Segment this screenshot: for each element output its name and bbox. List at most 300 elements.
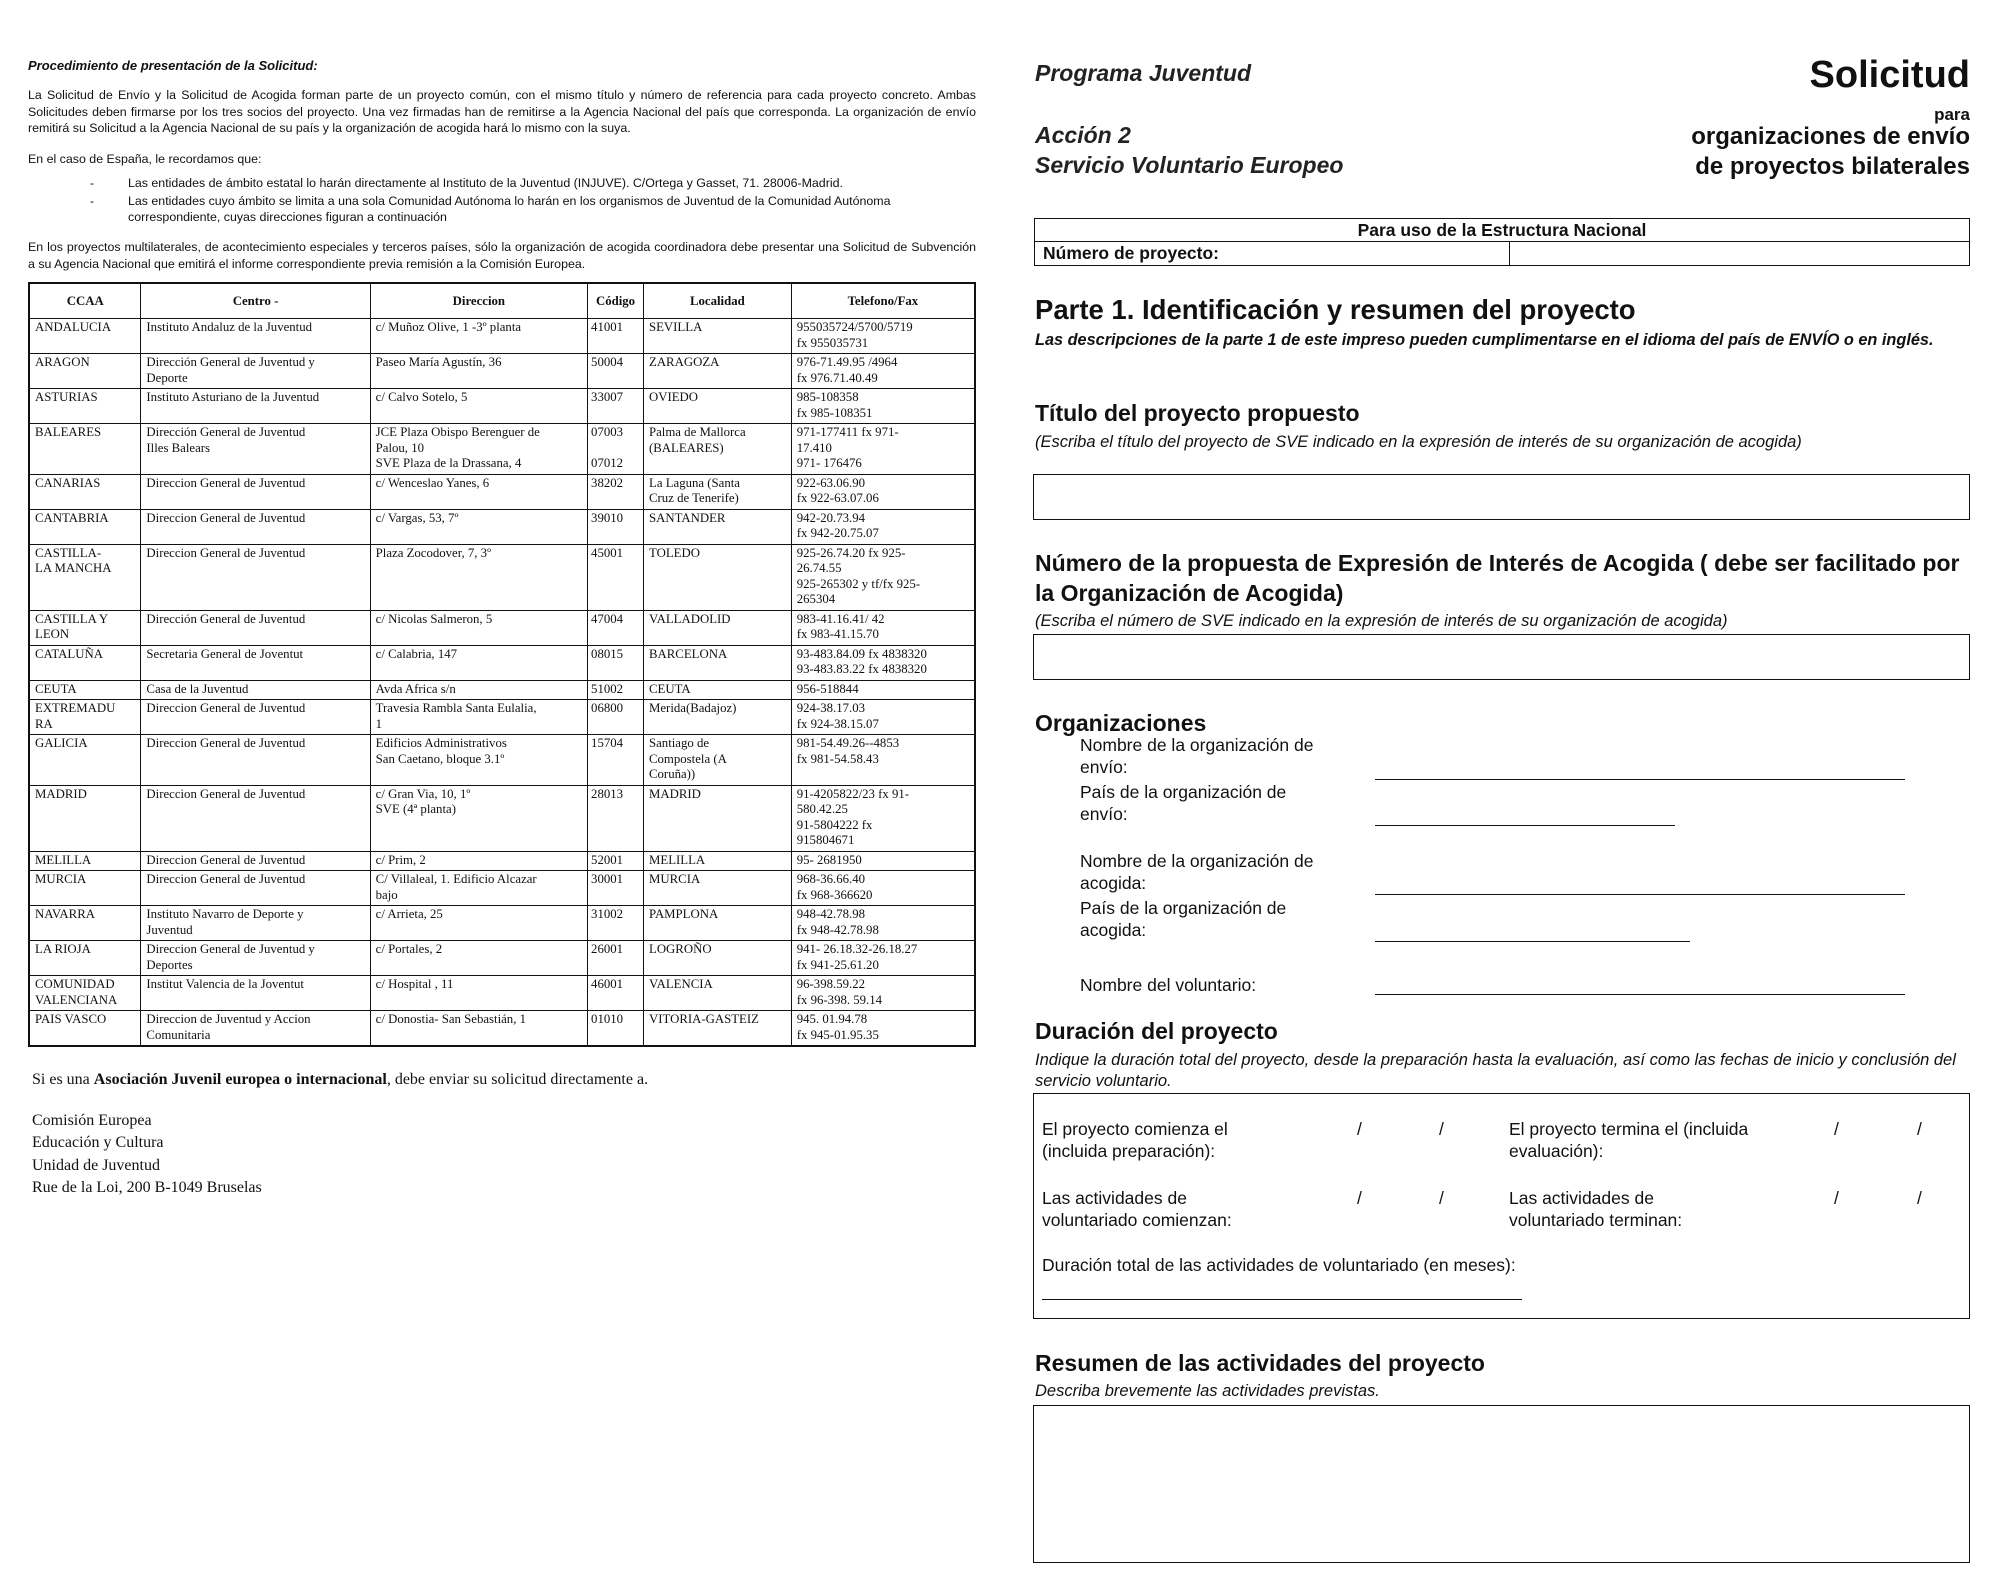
- cell-line: fx 942-20.75.07: [796, 526, 879, 540]
- table-cell: [370, 474, 587, 509]
- cell-line: VALENCIA: [649, 977, 713, 991]
- cell-line: 1: [375, 716, 383, 731]
- duracion-note: Indique la duración total del proyecto, desde la preparación hasta la evaluación, así como las fechas de inicio y conclusión del servicio voluntario.: [1035, 1051, 1956, 1090]
- cell-line: Coruña)): [649, 767, 696, 781]
- cell-line: 50004: [591, 355, 624, 369]
- table-row: [29, 735, 975, 786]
- cell-line: fx 955035731: [796, 335, 869, 350]
- cell-line: Direccion General de Juventud: [146, 786, 306, 801]
- table-cell: [791, 976, 975, 1011]
- table-cell: [370, 851, 587, 871]
- association-note-bold: Asociación Juvenil europea o internacional: [93, 1071, 387, 1088]
- table-cell: [141, 906, 370, 941]
- table-cell: [588, 389, 644, 424]
- table-cell: [29, 871, 141, 906]
- table-cell: [791, 610, 975, 645]
- cell-line: fx 941-25.61.20: [796, 957, 879, 972]
- cell-line: 52001: [591, 852, 624, 867]
- column-header: Centro -: [141, 283, 370, 319]
- cell-line: Dirección General de Juventud y: [146, 355, 315, 369]
- table-row: [29, 976, 975, 1011]
- table-cell: [588, 509, 644, 544]
- table-row: [29, 1011, 975, 1047]
- table-cell: [588, 424, 644, 475]
- table-cell: [644, 700, 792, 735]
- cell-line: San Caetano, bloque 3.1º: [375, 751, 505, 766]
- cell-line: Direccion General de Juventud: [146, 736, 306, 750]
- cell-line: 580.42.25: [796, 802, 848, 816]
- cell-line: 93-483.84.09 fx 4838320: [796, 646, 927, 661]
- cell-line: 01010: [591, 1012, 624, 1026]
- cell-line: 08015: [591, 646, 624, 661]
- table-cell: [644, 544, 792, 610]
- table-header-row: [29, 283, 975, 319]
- cell-line: c/ Wenceslao Yanes, 6: [375, 475, 490, 490]
- volunteer-name-input[interactable]: [1375, 994, 1905, 995]
- table-cell: [588, 319, 644, 354]
- table-cell: [141, 319, 370, 354]
- table-cell: [29, 544, 141, 610]
- cell-line: 971- 176476: [796, 456, 862, 470]
- cell-line: fx 981-54.58.43: [796, 751, 879, 766]
- cell-line: Palou, 10: [375, 440, 425, 455]
- table-cell: [791, 474, 975, 509]
- table-cell: [370, 735, 587, 786]
- cell-line: ARAGON: [35, 355, 90, 369]
- cell-line: JCE Plaza Obispo Berenguer de: [375, 425, 540, 439]
- table-cell: [791, 1011, 975, 1047]
- cell-line: CANARIAS: [35, 475, 101, 490]
- table-cell: [588, 785, 644, 851]
- titulo-input[interactable]: [1033, 474, 1970, 520]
- volunteer-name-label: Nombre del voluntario:: [1080, 975, 1257, 995]
- cell-line: Deportes: [146, 957, 193, 972]
- termina-label: El proyecto termina el (incluida evaluación):: [1509, 1119, 1749, 1161]
- cell-line: Secretaria General de Joventut: [146, 646, 304, 661]
- table-cell: [29, 1011, 141, 1047]
- cell-line: Deporte: [146, 370, 188, 385]
- table-cell: [141, 941, 370, 976]
- organizaciones-heading: Organizaciones: [1035, 710, 1207, 736]
- parte1-title: Parte 1. Identificación y resumen del proyecto: [1035, 294, 1636, 325]
- table-cell: [141, 610, 370, 645]
- cell-line: La Laguna (Santa: [649, 475, 740, 490]
- date-slash: /: [1917, 1188, 1922, 1208]
- table-row: [29, 319, 975, 354]
- table-cell: [588, 871, 644, 906]
- cell-line: Instituto Asturiano de la Juventud: [146, 390, 320, 404]
- commission-address: [32, 1110, 976, 1200]
- cell-line: MELILLA: [35, 852, 92, 867]
- cell-line: PAMPLONA: [649, 907, 719, 921]
- table-cell: [791, 424, 975, 475]
- cell-line: (BALEARES): [649, 440, 724, 455]
- duracion-heading: Duración del proyecto: [1035, 1018, 1278, 1044]
- table-cell: [644, 354, 792, 389]
- programa-label: Programa Juventud: [1035, 60, 1251, 86]
- cell-line: ANDALUCIA: [35, 320, 112, 334]
- table-row: [29, 680, 975, 700]
- table-cell: [588, 354, 644, 389]
- table-cell: [370, 680, 587, 700]
- bullet-item: - Las entidades de ámbito estatal lo harán directamente al Instituto de la Juventud (INJUVE). C/Ortega y Gasset, 71. 28006-Madrid.: [28, 175, 976, 191]
- cell-line: Compostela (A: [649, 751, 727, 766]
- cell-line: ASTURIAS: [35, 390, 98, 404]
- association-note-post: , debe enviar su solicitud directamente a.: [386, 1071, 649, 1088]
- table-cell: [791, 871, 975, 906]
- cell-line: c/ Portales, 2: [375, 942, 443, 956]
- table-cell: [588, 610, 644, 645]
- cell-line: Direccion General de Juventud: [146, 475, 306, 490]
- table-cell: [29, 474, 141, 509]
- cell-line: 28013: [591, 786, 624, 801]
- cell-line: VITORIA-GASTEIZ: [649, 1012, 759, 1026]
- cell-line: LEON: [35, 627, 70, 641]
- cell-line: MURCIA: [649, 872, 701, 886]
- table-cell: [588, 700, 644, 735]
- cell-line: 30001: [591, 872, 624, 886]
- table-cell: [644, 610, 792, 645]
- table-cell: [141, 474, 370, 509]
- table-cell: [644, 424, 792, 475]
- numero-heading: Número de la propuesta de Expresión de Interés de Acogida ( debe ser facilitado por la Organización de Acogida): [1035, 550, 1960, 606]
- cell-line: c/ Donostia- San Sebastián, 1: [375, 1012, 526, 1026]
- cell-line: 31002: [591, 907, 624, 921]
- table-cell: [29, 906, 141, 941]
- project-number-label: Número de proyecto:: [1035, 242, 1510, 265]
- table-cell: [141, 424, 370, 475]
- table-row: [29, 424, 975, 475]
- table-cell: [644, 389, 792, 424]
- cell-line: 96-398.59.22: [796, 977, 865, 991]
- cell-line: 976-71.49.95 /4964: [796, 355, 898, 369]
- cell-line: GALICIA: [35, 736, 88, 750]
- cell-line: c/ Hospital , 11: [375, 977, 454, 991]
- cell-line: ZARAGOZA: [649, 355, 720, 369]
- cell-line: Merida(Badajoz): [649, 701, 737, 715]
- cell-line: Direccion General de Juventud: [146, 545, 306, 560]
- cell-line: 17.410: [796, 440, 832, 455]
- table-cell: [791, 389, 975, 424]
- address-line: Rue de la Loi, 200 B-1049 Bruselas: [32, 1179, 262, 1196]
- table-cell: [29, 851, 141, 871]
- resumen-input[interactable]: [1033, 1405, 1970, 1563]
- table-cell: [141, 735, 370, 786]
- cell-line: PAIS VASCO: [35, 1012, 107, 1026]
- cell-line: fx 985-108351: [796, 405, 873, 420]
- table-row: [29, 785, 975, 851]
- table-cell: [141, 871, 370, 906]
- table-cell: [588, 976, 644, 1011]
- cell-line: fx 945-01.95.35: [796, 1027, 879, 1042]
- cell-line: 07003: [591, 425, 624, 439]
- date-slash: /: [1357, 1119, 1362, 1139]
- cell-line: 26.74.55: [796, 561, 842, 575]
- cell-line: 15704: [591, 736, 624, 750]
- cell-line: Avda Africa s/n: [375, 681, 456, 696]
- cell-line: Instituto Andaluz de la Juventud: [146, 320, 313, 334]
- duracion-box: [1033, 1093, 1970, 1319]
- cell-line: 39010: [591, 510, 624, 525]
- cell-line: fx 922-63.07.06: [796, 491, 879, 505]
- cell-line: fx 968-366620: [796, 887, 873, 902]
- cell-line: c/ Prim, 2: [375, 852, 426, 867]
- table-cell: [370, 906, 587, 941]
- bullet-item: - Las entidades cuyo ámbito se limita a una sola Comunidad Autónoma lo harán en los organismos de Juventud de la Comunidad Autónoma correspondiente, cuyas direcciones figuran a continuación: [28, 193, 976, 225]
- table-row: [29, 941, 975, 976]
- address-line: Educación y Cultura: [32, 1134, 164, 1151]
- cell-line: 968-36.66.40: [796, 872, 865, 886]
- table-cell: [141, 645, 370, 680]
- table-cell: [588, 544, 644, 610]
- cell-line: c/ Calabria, 147: [375, 646, 458, 661]
- table-cell: [644, 680, 792, 700]
- procedure-bullets: [28, 175, 976, 225]
- cell-line: fx 983-41.15.70: [796, 627, 879, 641]
- cell-line: Paseo María Agustín, 36: [375, 355, 502, 369]
- cell-line: SVE Plaza de la Drassana, 4: [375, 456, 522, 470]
- cell-line: CASTILLA-: [35, 545, 102, 560]
- column-header: Telefono/Fax: [791, 283, 975, 319]
- table-cell: [141, 785, 370, 851]
- cell-line: CANTABRIA: [35, 510, 109, 525]
- table-cell: [370, 941, 587, 976]
- table-cell: [141, 544, 370, 610]
- cell-line: fx 948-42.78.98: [796, 922, 879, 937]
- cell-line: 925-26.74.20 fx 925-: [796, 545, 906, 560]
- cell-line: Direccion General de Juventud y: [146, 942, 315, 956]
- table-cell: [644, 735, 792, 786]
- table-row: [29, 354, 975, 389]
- accion-label: Acción 2: [1035, 122, 1131, 148]
- table-cell: [588, 1011, 644, 1047]
- column-header: CCAA: [29, 283, 141, 319]
- parte1-note: Las descripciones de la parte 1 de este impreso pueden cumplimentarse en el idioma del país de ENVÍO o en inglés.: [1035, 331, 1934, 349]
- cell-line: RA: [35, 716, 53, 731]
- table-cell: [644, 906, 792, 941]
- cell-line: NAVARRA: [35, 907, 95, 921]
- titulo-heading: Título del proyecto propuesto: [1035, 400, 1360, 426]
- cell-line: 38202: [591, 475, 624, 490]
- table-cell: [370, 509, 587, 544]
- table-row: [29, 871, 975, 906]
- table-cell: [141, 680, 370, 700]
- table-cell: [141, 354, 370, 389]
- org-acogida-country-input[interactable]: [1375, 941, 1690, 942]
- column-header: Direccion: [370, 283, 587, 319]
- cell-line: c/ Muñoz Olive, 1 -3º planta: [375, 320, 522, 334]
- table-cell: [588, 645, 644, 680]
- table-cell: [644, 871, 792, 906]
- ccaa-table: [28, 282, 976, 1047]
- table-cell: [141, 851, 370, 871]
- table-cell: [29, 785, 141, 851]
- table-cell: [588, 474, 644, 509]
- cell-line: 956-518844: [796, 681, 859, 696]
- cell-line: LA MANCHA: [35, 561, 112, 575]
- table-row: [29, 509, 975, 544]
- cell-line: 07012: [591, 456, 624, 470]
- table-row: [29, 906, 975, 941]
- procedure-paragraph-3: En los proyectos multilaterales, de acontecimiento especiales y terceros países, sólo la organización de acogida coordinadora debe presentar una Solicitud de Subvención a su Agencia Nacional que emitirá el informe correspondiente previa remisión a la Comisión Europea.: [28, 240, 976, 271]
- cell-line: 47004: [591, 611, 624, 626]
- cell-line: Juventud: [146, 922, 193, 937]
- cell-line: LA RIOJA: [35, 942, 91, 956]
- table-cell: [29, 354, 141, 389]
- duracion-total-input[interactable]: [1042, 1299, 1522, 1300]
- cell-line: Edificios Administrativos: [375, 736, 507, 750]
- date-slash: /: [1917, 1119, 1922, 1139]
- table-row: [29, 474, 975, 509]
- table-cell: [791, 851, 975, 871]
- table-cell: [644, 509, 792, 544]
- table-cell: [644, 785, 792, 851]
- cell-line: fx 96-398. 59.14: [796, 992, 883, 1007]
- table-cell: [370, 785, 587, 851]
- left-page: [28, 58, 976, 1200]
- cell-line: Travesia Rambla Santa Eulalia,: [375, 701, 537, 715]
- procedure-paragraph-2: En el caso de España, le recordamos que:: [28, 151, 262, 166]
- org-envio-name-input[interactable]: [1375, 779, 1905, 780]
- titulo-note: (Escriba el título del proyecto de SVE indicado en la expresión de interés de su organización de acogida): [1035, 433, 1802, 451]
- cell-line: COMUNIDAD: [35, 977, 115, 991]
- act-terminan-label: Las actividades de voluntariado terminan:: [1509, 1188, 1683, 1230]
- table-cell: [644, 319, 792, 354]
- table-cell: [791, 319, 975, 354]
- org-acogida-name-input[interactable]: [1375, 894, 1905, 895]
- cell-line: MELILLA: [649, 852, 706, 867]
- org-acogida-name-label: Nombre de la organización de acogida:: [1080, 851, 1314, 893]
- cell-line: VALLADOLID: [649, 611, 731, 626]
- address-line: Comisión Europea: [32, 1111, 152, 1129]
- cell-line: BALEARES: [35, 425, 102, 439]
- table-cell: [370, 424, 587, 475]
- project-number-input[interactable]: [1510, 242, 1969, 265]
- table-cell: [791, 354, 975, 389]
- cell-line: 983-41.16.41/ 42: [796, 611, 885, 626]
- cell-line: Institut Valencia de la Joventut: [146, 977, 304, 991]
- cell-line: MADRID: [649, 786, 701, 801]
- solicitud-subtitle-1: organizaciones de envío: [1691, 123, 1970, 150]
- table-cell: [644, 851, 792, 871]
- act-comienzan-label: Las actividades de voluntariado comienzan:: [1042, 1188, 1232, 1230]
- national-use-header: Para uso de la Estructura Nacional: [1035, 219, 1969, 242]
- cell-line: 981-54.49.26--4853: [796, 736, 900, 750]
- table-cell: [141, 389, 370, 424]
- servicio-label: Servicio Voluntario Europeo: [1035, 152, 1344, 178]
- table-cell: [29, 424, 141, 475]
- table-cell: [370, 976, 587, 1011]
- cell-line: SEVILLA: [649, 320, 703, 334]
- table-cell: [644, 474, 792, 509]
- cell-line: 948-42.78.98: [796, 907, 865, 921]
- table-row: [29, 389, 975, 424]
- table-row: [29, 700, 975, 735]
- cell-line: 95- 2681950: [796, 852, 862, 867]
- table-cell: [791, 509, 975, 544]
- resumen-heading: Resumen de las actividades del proyecto: [1035, 1350, 1485, 1376]
- resumen-note: Describa brevemente las actividades previstas.: [1035, 1382, 1380, 1400]
- cell-line: Palma de Mallorca: [649, 425, 746, 439]
- org-acogida-country-label: País de la organización de acogida:: [1080, 898, 1287, 940]
- cell-line: 06800: [591, 701, 624, 715]
- cell-line: SANTANDER: [649, 510, 726, 525]
- table-cell: [588, 906, 644, 941]
- cell-line: 941- 26.18.32-26.18.27: [796, 942, 918, 956]
- cell-line: SVE (4ª planta): [375, 802, 456, 816]
- org-envio-country-input[interactable]: [1375, 825, 1675, 826]
- table-cell: [791, 735, 975, 786]
- table-cell: [29, 680, 141, 700]
- cell-line: Dirección General de Juventud: [146, 611, 306, 626]
- table-cell: [141, 700, 370, 735]
- cell-line: 33007: [591, 390, 624, 404]
- cell-line: 45001: [591, 545, 624, 560]
- table-cell: [370, 871, 587, 906]
- cell-line: 925-265302 y tf/fx 925-: [796, 576, 921, 591]
- table-cell: [644, 645, 792, 680]
- association-note: [32, 1069, 976, 1092]
- cell-line: c/ Arrieta, 25: [375, 907, 443, 921]
- table-cell: [141, 509, 370, 544]
- cell-line: Direccion General de Juventud: [146, 701, 306, 715]
- cell-line: 93-483.83.22 fx 4838320: [796, 662, 927, 676]
- cell-line: 945. 01.94.78: [796, 1012, 868, 1026]
- column-header: Localidad: [644, 283, 792, 319]
- cell-line: C/ Villaleal, 1. Edificio Alcazar: [375, 872, 537, 886]
- cell-line: MURCIA: [35, 872, 87, 886]
- cell-line: Cruz de Tenerife): [649, 491, 739, 505]
- table-cell: [370, 1011, 587, 1047]
- cell-line: 915804671: [796, 833, 855, 847]
- cell-line: 265304: [796, 592, 836, 606]
- cell-line: 41001: [591, 320, 624, 334]
- date-slash: /: [1357, 1188, 1362, 1208]
- table-cell: [644, 976, 792, 1011]
- table-cell: [644, 941, 792, 976]
- table-cell: [588, 735, 644, 786]
- table-cell: [370, 700, 587, 735]
- cell-line: 26001: [591, 942, 624, 956]
- table-cell: [29, 735, 141, 786]
- para-label: para: [1934, 105, 1970, 124]
- cell-line: VALENCIANA: [35, 992, 118, 1007]
- numero-input[interactable]: [1033, 634, 1970, 680]
- table-cell: [791, 700, 975, 735]
- table-cell: [141, 1011, 370, 1047]
- cell-line: 51002: [591, 681, 624, 696]
- cell-line: Santiago de: [649, 736, 710, 750]
- cell-line: Illes Balears: [146, 440, 211, 455]
- table-cell: [588, 941, 644, 976]
- table-cell: [791, 941, 975, 976]
- cell-line: c/ Gran Via, 10, 1º: [375, 786, 471, 801]
- cell-line: BARCELONA: [649, 646, 728, 661]
- table-row: [29, 610, 975, 645]
- cell-line: Direccion General de Juventud: [146, 872, 306, 886]
- table-cell: [791, 645, 975, 680]
- cell-line: CASTILLA Y: [35, 611, 109, 626]
- procedure-title: Procedimiento de presentación de la Solicitud:: [28, 58, 318, 73]
- table-cell: [370, 319, 587, 354]
- duracion-total-label: Duración total de las actividades de voluntariado (en meses):: [1042, 1255, 1516, 1275]
- association-note-pre: Si es una: [32, 1071, 94, 1088]
- org-envio-country-label: País de la organización de envío:: [1080, 782, 1287, 824]
- cell-line: c/ Vargas, 53, 7º: [375, 510, 459, 525]
- cell-line: CEUTA: [35, 681, 77, 696]
- org-envio-name-label: Nombre de la organización de envío:: [1080, 735, 1314, 777]
- table-cell: [588, 851, 644, 871]
